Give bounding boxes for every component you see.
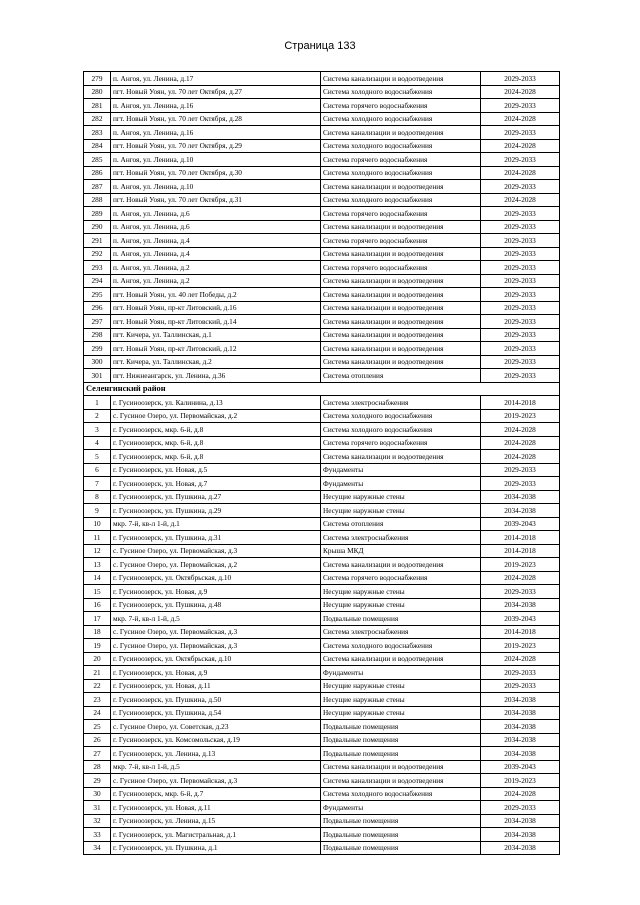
period-cell: 2039-2043 [481,760,560,774]
row-number: 286 [84,166,111,180]
address-cell: с. Гусиное Озеро, ул. Советская, д.23 [111,720,321,734]
system-cell: Подвальные помещения [321,733,481,747]
row-number: 18 [84,625,111,639]
system-cell: Подвальные помещения [321,747,481,761]
period-cell: 2019-2023 [481,639,560,653]
period-cell: 2024-2028 [481,787,560,801]
address-cell: пгт. Новый Уоян, ул. 70 лет Октября, д.28 [111,112,321,126]
address-cell: г. Гусиноозерск, мкр. 6-й, д.8 [111,423,321,437]
address-cell: мкр. 7-й, кв-л 1-й, д.5 [111,612,321,626]
row-number: 293 [84,261,111,275]
period-cell: 2029-2033 [481,126,560,140]
row-number: 9 [84,504,111,518]
row-number: 294 [84,274,111,288]
row-number: 1 [84,396,111,410]
table-row [84,112,560,126]
address-cell: пгт. Кичера, ул. Таллинская, д.1 [111,328,321,342]
system-cell: Система холодного водоснабжения [321,423,481,437]
address-cell: пгт. Кичера, ул. Таллинская, д.2 [111,355,321,369]
table-row [84,463,560,477]
period-cell: 2029-2033 [481,261,560,275]
row-number: 21 [84,666,111,680]
address-cell: г. Гусиноозерск, мкр. 6-й, д.8 [111,450,321,464]
table-row [84,288,560,302]
address-cell: п. Ангоя, ул. Ленина, д.4 [111,234,321,248]
row-number: 27 [84,747,111,761]
period-cell: 2034-2038 [481,693,560,707]
period-cell: 2034-2038 [481,733,560,747]
row-number: 19 [84,639,111,653]
period-cell: 2034-2038 [481,720,560,734]
period-cell: 2034-2038 [481,814,560,828]
address-cell: г. Гусиноозерск, ул. Пушкина, д.54 [111,706,321,720]
system-cell: Система горячего водоснабжения [321,207,481,221]
table-row [84,639,560,653]
system-cell: Система холодного водоснабжения [321,409,481,423]
system-cell: Система холодного водоснабжения [321,85,481,99]
address-cell: пгт. Новый Уоян, ул. 70 лет Октября, д.31 [111,193,321,207]
address-cell: п. Ангоя, ул. Ленина, д.6 [111,207,321,221]
row-number: 289 [84,207,111,221]
period-cell: 2034-2038 [481,504,560,518]
address-cell: г. Гусиноозерск, ул. Пушкина, д.48 [111,598,321,612]
row-number: 299 [84,342,111,356]
address-cell: п. Ангоя, ул. Ленина, д.2 [111,261,321,275]
system-cell: Система горячего водоснабжения [321,571,481,585]
period-cell: 2024-2028 [481,139,560,153]
table-row [84,706,560,720]
period-cell: 2024-2028 [481,571,560,585]
system-cell: Система электроснабжения [321,396,481,410]
period-cell: 2029-2033 [481,153,560,167]
table-row [84,409,560,423]
address-cell: г. Гусиноозерск, ул. Ленина, д.15 [111,814,321,828]
table-row [84,274,560,288]
table-row [84,180,560,194]
period-cell: 2029-2033 [481,72,560,86]
period-cell: 2029-2033 [481,315,560,329]
system-cell: Несущие наружные стены [321,585,481,599]
row-number: 290 [84,220,111,234]
table-row [84,301,560,315]
address-cell: с. Гусиное Озеро, ул. Первомайская, д.3 [111,774,321,788]
system-cell: Система холодного водоснабжения [321,112,481,126]
period-cell: 2029-2033 [481,207,560,221]
system-cell: Несущие наружные стены [321,679,481,693]
system-cell: Система канализации и водоотведения [321,220,481,234]
period-cell: 2014-2018 [481,625,560,639]
table-row [84,193,560,207]
address-cell: г. Гусиноозерск, ул. Октябрьская, д.10 [111,571,321,585]
period-cell: 2029-2033 [481,99,560,113]
row-number: 7 [84,477,111,491]
period-cell: 2014-2018 [481,531,560,545]
table-row [84,504,560,518]
address-cell: г. Гусиноозерск, ул. Пушкина, д.27 [111,490,321,504]
table-row [84,369,560,383]
system-cell: Подвальные помещения [321,828,481,842]
table-row [84,801,560,815]
table-row [84,679,560,693]
row-number: 28 [84,760,111,774]
row-number: 279 [84,72,111,86]
period-cell: 2024-2028 [481,436,560,450]
system-cell: Подвальные помещения [321,720,481,734]
table-row [84,342,560,356]
system-cell: Система электроснабжения [321,531,481,545]
address-cell: г. Гусиноозерск, ул. Комсомольская, д.19 [111,733,321,747]
period-cell: 2029-2033 [481,369,560,383]
table-row [84,396,560,410]
row-number: 5 [84,450,111,464]
period-cell: 2014-2018 [481,544,560,558]
row-number: 291 [84,234,111,248]
row-number: 34 [84,841,111,855]
system-cell: Несущие наружные стены [321,598,481,612]
table-row [84,652,560,666]
table-row [84,828,560,842]
system-cell: Система холодного водоснабжения [321,787,481,801]
period-cell: 2024-2028 [481,652,560,666]
period-cell: 2019-2023 [481,409,560,423]
period-cell: 2029-2033 [481,274,560,288]
section-row [84,382,560,396]
table-row [84,733,560,747]
period-cell: 2024-2028 [481,85,560,99]
address-cell: г. Гусиноозерск, мкр. 6-й, д.7 [111,787,321,801]
address-cell: г. Гусиноозерск, ул. Новая, д.11 [111,679,321,693]
system-cell: Система канализации и водоотведения [321,328,481,342]
period-cell: 2029-2033 [481,463,560,477]
system-cell: Система горячего водоснабжения [321,99,481,113]
table-row [84,166,560,180]
address-cell: г. Гусиноозерск, ул. Новая, д.7 [111,477,321,491]
table-row [84,747,560,761]
address-cell: г. Гусиноозерск, ул. Пушкина, д.31 [111,531,321,545]
row-number: 13 [84,558,111,572]
repair-schedule-table [83,71,560,855]
address-cell: с. Гусиное Озеро, ул. Первомайская, д.3 [111,639,321,653]
table-row [84,423,560,437]
address-cell: с. Гусиное Озеро, ул. Первомайская, д.3 [111,544,321,558]
table-row [84,247,560,261]
row-number: 29 [84,774,111,788]
system-cell: Система холодного водоснабжения [321,139,481,153]
address-cell: г. Гусиноозерск, мкр. 6-й, д.8 [111,436,321,450]
system-cell: Система отопления [321,369,481,383]
address-cell: пгт. Новый Уоян, пр-кт Литовский, д.16 [111,301,321,315]
table-row [84,787,560,801]
period-cell: 2034-2038 [481,598,560,612]
system-cell: Система канализации и водоотведения [321,355,481,369]
address-cell: п. Ангоя, ул. Ленина, д.17 [111,72,321,86]
row-number: 11 [84,531,111,545]
row-number: 301 [84,369,111,383]
address-cell: пгт. Новый Уоян, ул. 70 лет Октября, д.30 [111,166,321,180]
row-number: 298 [84,328,111,342]
table-row [84,220,560,234]
row-number: 8 [84,490,111,504]
table-row [84,585,560,599]
system-cell: Система горячего водоснабжения [321,153,481,167]
system-cell: Система канализации и водоотведения [321,450,481,464]
row-number: 22 [84,679,111,693]
table-row [84,490,560,504]
row-number: 33 [84,828,111,842]
row-number: 25 [84,720,111,734]
table-row [84,126,560,140]
system-cell: Система канализации и водоотведения [321,760,481,774]
address-cell: пгт. Новый Уоян, пр-кт Литовский, д.12 [111,342,321,356]
system-cell: Система канализации и водоотведения [321,72,481,86]
period-cell: 2029-2033 [481,288,560,302]
row-number: 3 [84,423,111,437]
table-row [84,207,560,221]
system-cell: Система канализации и водоотведения [321,652,481,666]
address-cell: мкр. 7-й, кв-л 1-й, д.5 [111,760,321,774]
period-cell: 2029-2033 [481,355,560,369]
address-cell: с. Гусиное Озеро, ул. Первомайская, д.3 [111,625,321,639]
system-cell: Система отопления [321,517,481,531]
table-row [84,625,560,639]
system-cell: Несущие наружные стены [321,490,481,504]
period-cell: 2034-2038 [481,747,560,761]
period-cell: 2029-2033 [481,247,560,261]
period-cell: 2029-2033 [481,666,560,680]
address-cell: г. Гусиноозерск, ул. Октябрьская, д.10 [111,652,321,666]
address-cell: с. Гусиное Озеро, ул. Первомайская, д.2 [111,409,321,423]
period-cell: 2029-2033 [481,328,560,342]
system-cell: Система холодного водоснабжения [321,193,481,207]
row-number: 295 [84,288,111,302]
table-row [84,720,560,734]
table-row [84,355,560,369]
period-cell: 2029-2033 [481,342,560,356]
period-cell: 2024-2028 [481,193,560,207]
system-cell: Система канализации и водоотведения [321,288,481,302]
system-cell: Фундаменты [321,801,481,815]
system-cell: Подвальные помещения [321,841,481,855]
table-row [84,544,560,558]
address-cell: г. Гусиноозерск, ул. Новая, д.5 [111,463,321,477]
period-cell: 2024-2028 [481,166,560,180]
address-cell: п. Ангоя, ул. Ленина, д.6 [111,220,321,234]
address-cell: п. Ангоя, ул. Ленина, д.16 [111,99,321,113]
table-row [84,571,560,585]
table-row [84,436,560,450]
address-cell: с. Гусиное Озеро, ул. Первомайская, д.2 [111,558,321,572]
period-cell: 2029-2033 [481,234,560,248]
table-row [84,153,560,167]
table-row [84,234,560,248]
address-cell: п. Ангоя, ул. Ленина, д.10 [111,180,321,194]
row-number: 24 [84,706,111,720]
row-number: 281 [84,99,111,113]
table-row [84,85,560,99]
table-row [84,558,560,572]
table-row [84,477,560,491]
table-row [84,99,560,113]
system-cell: Крыша МКД [321,544,481,558]
system-cell: Система канализации и водоотведения [321,558,481,572]
address-cell: г. Гусиноозерск, ул. Магистральная, д.1 [111,828,321,842]
address-cell: п. Ангоя, ул. Ленина, д.2 [111,274,321,288]
address-cell: г. Гусиноозерск, ул. Новая, д.9 [111,585,321,599]
table-row [84,139,560,153]
table-row [84,328,560,342]
period-cell: 2039-2043 [481,517,560,531]
address-cell: п. Ангоя, ул. Ленина, д.16 [111,126,321,140]
section-title: Селенгинский район [84,382,560,396]
row-number: 300 [84,355,111,369]
row-number: 297 [84,315,111,329]
address-cell: мкр. 7-й, кв-л 1-й, д.1 [111,517,321,531]
row-number: 14 [84,571,111,585]
period-cell: 2019-2023 [481,774,560,788]
row-number: 284 [84,139,111,153]
system-cell: Система канализации и водоотведения [321,342,481,356]
address-cell: пгт. Нижнеангарск, ул. Ленина, д.36 [111,369,321,383]
address-cell: п. Ангоя, ул. Ленина, д.10 [111,153,321,167]
row-number: 15 [84,585,111,599]
system-cell: Фундаменты [321,666,481,680]
page-header: Страница 133 [284,40,356,52]
row-number: 288 [84,193,111,207]
table-row [84,612,560,626]
period-cell: 2039-2043 [481,612,560,626]
address-cell: п. Ангоя, ул. Ленина, д.4 [111,247,321,261]
table-row [84,693,560,707]
row-number: 2 [84,409,111,423]
period-cell: 2029-2033 [481,220,560,234]
row-number: 30 [84,787,111,801]
period-cell: 2019-2023 [481,558,560,572]
address-cell: пгт. Новый Уоян, ул. 40 лет Победы, д.2 [111,288,321,302]
system-cell: Несущие наружные стены [321,706,481,720]
system-cell: Система канализации и водоотведения [321,315,481,329]
row-number: 285 [84,153,111,167]
address-cell: г. Гусиноозерск, ул. Новая, д.11 [111,801,321,815]
system-cell: Система горячего водоснабжения [321,234,481,248]
table-row [84,72,560,86]
row-number: 20 [84,652,111,666]
period-cell: 2029-2033 [481,801,560,815]
period-cell: 2029-2033 [481,679,560,693]
period-cell: 2034-2038 [481,490,560,504]
system-cell: Система канализации и водоотведения [321,301,481,315]
period-cell: 2029-2033 [481,477,560,491]
period-cell: 2024-2028 [481,423,560,437]
row-number: 280 [84,85,111,99]
address-cell: пгт. Новый Уоян, ул. 70 лет Октября, д.29 [111,139,321,153]
table-row [84,814,560,828]
system-cell: Фундаменты [321,477,481,491]
row-number: 4 [84,436,111,450]
row-number: 287 [84,180,111,194]
address-cell: г. Гусиноозерск, ул. Пушкина, д.50 [111,693,321,707]
address-cell: пгт. Новый Уоян, пр-кт Литовский, д.14 [111,315,321,329]
system-cell: Система канализации и водоотведения [321,274,481,288]
system-cell: Система канализации и водоотведения [321,247,481,261]
table-row [84,760,560,774]
system-cell: Система холодного водоснабжения [321,639,481,653]
period-cell: 2034-2038 [481,828,560,842]
address-cell: г. Гусиноозерск, ул. Калинина, д.13 [111,396,321,410]
system-cell: Система электроснабжения [321,625,481,639]
table-row [84,261,560,275]
row-number: 26 [84,733,111,747]
system-cell: Фундаменты [321,463,481,477]
table-row [84,531,560,545]
address-cell: пгт. Новый Уоян, ул. 70 лет Октября, д.27 [111,85,321,99]
system-cell: Несущие наружные стены [321,693,481,707]
row-number: 6 [84,463,111,477]
table-row [84,517,560,531]
table-row [84,450,560,464]
system-cell: Система горячего водоснабжения [321,261,481,275]
address-cell: г. Гусиноозерск, ул. Пушкина, д.1 [111,841,321,855]
row-number: 282 [84,112,111,126]
system-cell: Система канализации и водоотведения [321,774,481,788]
table-row [84,841,560,855]
row-number: 283 [84,126,111,140]
row-number: 292 [84,247,111,261]
system-cell: Система горячего водоснабжения [321,436,481,450]
period-cell: 2014-2018 [481,396,560,410]
table-row [84,774,560,788]
row-number: 10 [84,517,111,531]
system-cell: Система канализации и водоотведения [321,180,481,194]
table-row [84,315,560,329]
period-cell: 2024-2028 [481,112,560,126]
system-cell: Подвальные помещения [321,612,481,626]
address-cell: г. Гусиноозерск, ул. Ленина, д.13 [111,747,321,761]
system-cell: Подвальные помещения [321,814,481,828]
period-cell: 2034-2038 [481,706,560,720]
table-row [84,598,560,612]
row-number: 23 [84,693,111,707]
period-cell: 2029-2033 [481,180,560,194]
system-cell: Система холодного водоснабжения [321,166,481,180]
period-cell: 2034-2038 [481,841,560,855]
system-cell: Несущие наружные стены [321,504,481,518]
period-cell: 2029-2033 [481,301,560,315]
address-cell: г. Гусиноозерск, ул. Пушкина, д.29 [111,504,321,518]
row-number: 17 [84,612,111,626]
row-number: 12 [84,544,111,558]
row-number: 32 [84,814,111,828]
period-cell: 2024-2028 [481,450,560,464]
row-number: 296 [84,301,111,315]
address-cell: г. Гусиноозерск, ул. Новая, д.9 [111,666,321,680]
table-row [84,666,560,680]
row-number: 31 [84,801,111,815]
row-number: 16 [84,598,111,612]
period-cell: 2029-2033 [481,585,560,599]
system-cell: Система канализации и водоотведения [321,126,481,140]
